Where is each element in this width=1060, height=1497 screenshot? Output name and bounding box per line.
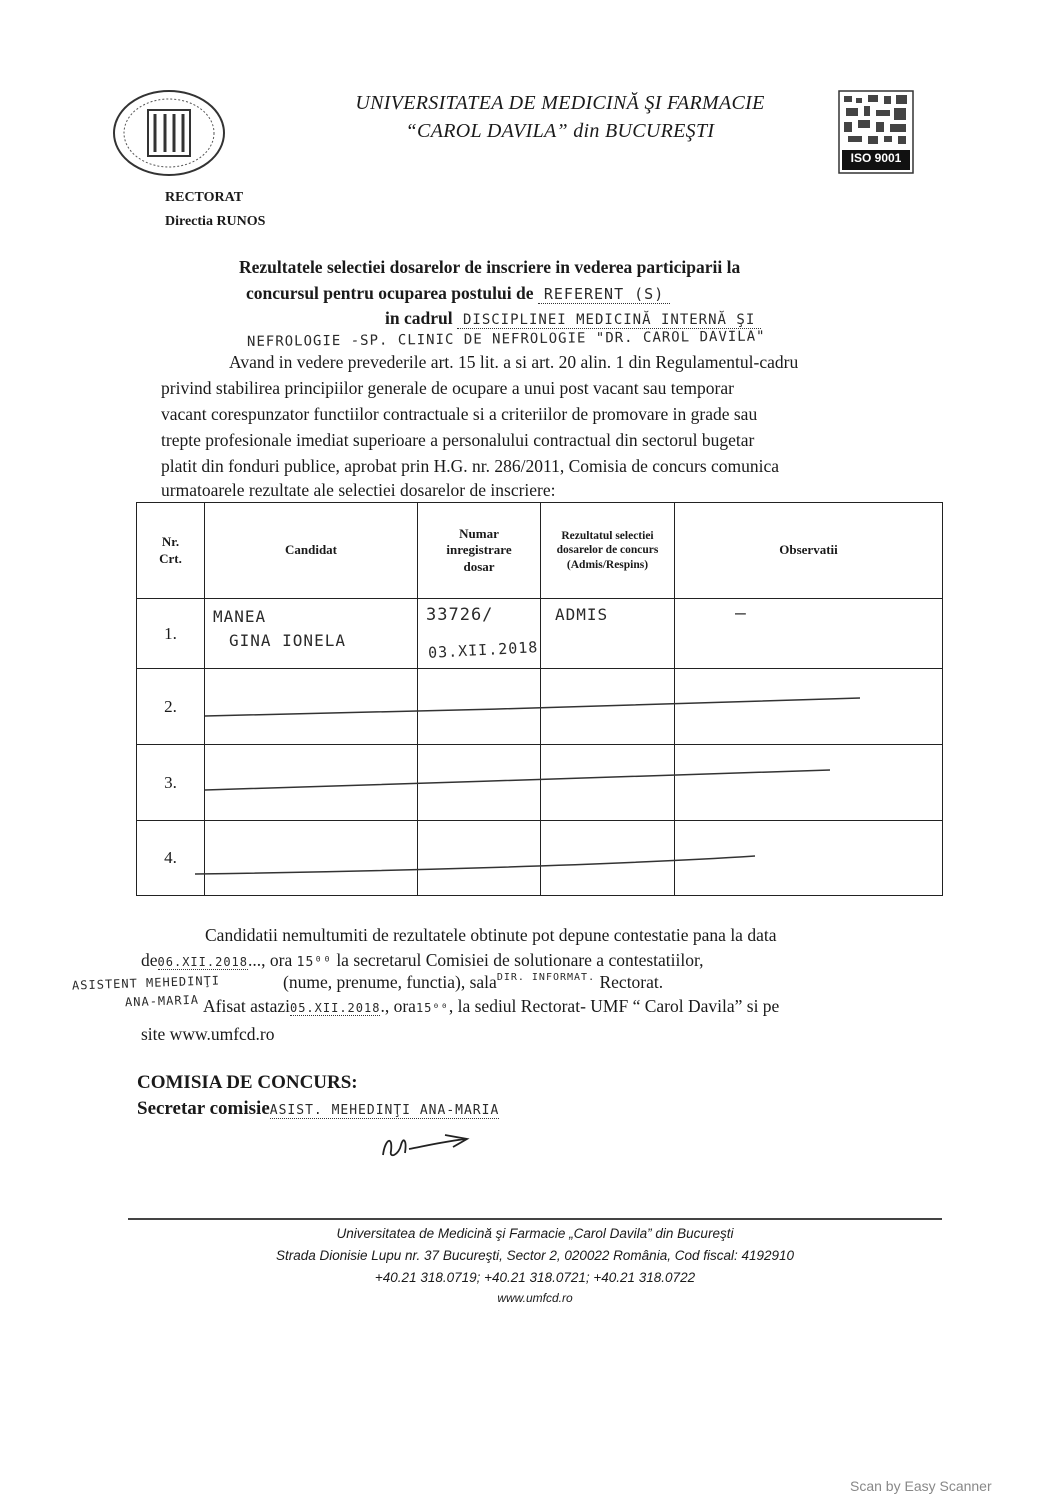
paragraph-line-3: vacant corespunzator functiilor contractuale si a criteriilor de promovare in grade sau [161,404,758,424]
secretary-name-handwritten: ASIST. MEHEDINŢI ANA-MARIA [269,1103,500,1118]
contest-line-5: site www.umfcd.ro [141,1024,275,1044]
row-number: 1. [137,599,205,669]
posted-location-text: , la sediul Rectorat- UMF “ Carol Davila” si pe [448,996,780,1016]
iso-label: ISO 9001 [850,151,902,165]
footer-divider [128,1218,942,1220]
contest-line-3 [283,972,663,993]
secretary-label: Secretar comisie [137,1098,270,1119]
contest-secretary-text: la secretarul Comisiei de solutionare a contestatiilor, [336,950,704,970]
discipline-handwritten: DISCIPLINEI MEDICINĂ INTERNĂ ŞI [457,312,761,329]
post-name-handwritten: REFERENT (S) [538,285,670,304]
contest-function-label: (nume, prenume, functia), sala [283,972,497,992]
paragraph-line-2: privind stabilirea principiilor generale de ocupare a unui post vacant sau temporar [161,378,734,398]
posted-ora-label: ., ora [380,996,416,1016]
candidate-given-names: GINA IONELA [229,631,346,650]
footer-line-3: +40.21 318.0719; +40.21 318.0721; +40.21 318.0722 [374,1270,696,1285]
contest-deadline-date: 06.XII.2018 [157,955,249,969]
posted-label: Afisat astazi [203,996,290,1016]
university-name-line1: UNIVERSITATEA DE MEDICINĂ ŞI FARMACIE [355,92,765,114]
header-candidat: Candidat [205,503,418,599]
secretary-signature [375,1125,475,1165]
title-line2-label: concursul pentru ocuparea postului de [246,283,534,303]
title-line3-label: in cadrul [385,308,453,328]
header-rezultat: Rezultatul selectiei dosarelor de concurs (Admis/Respins) [541,503,675,599]
row-number: 3. [137,745,205,821]
directia-label: Directia RUNOS [165,214,266,229]
university-name-line2: “CAROL DAVILA” din BUCUREŞTI [405,120,715,142]
row-number: 2. [137,669,205,745]
contest-rectorat-label: Rectorat. [599,972,664,992]
registration-date: 03.XII.2018 [427,638,539,662]
contest-line-2 [141,950,703,971]
contest-de-label: de [141,950,158,970]
candidate-surname: MANEA [213,607,267,626]
discipline-continuation-handwritten: NEFROLOGIE -SP. CLINIC DE NEFROLOGIE "DR. CAROL DAVILA" [246,328,766,350]
posted-date: 05.XII.2018 [289,1001,381,1015]
row-number: 4. [137,821,205,896]
paragraph-line-5: platit din fonduri publice, aprobat prin H.G. nr. 286/2011, Comisia de concurs comunica [161,456,780,476]
scanner-watermark: Scan by Easy Scanner [850,1478,992,1494]
footer-line-1: Universitatea de Medicină şi Farmacie „Carol Davila” din Bucureşti [336,1226,734,1241]
paragraph-line-6: urmatoarele rezultate ale selectiei dosarelor de inscriere: [161,480,556,500]
commission-label: COMISIA DE CONCURS: [137,1072,358,1093]
header-observatii: Observatii [675,503,943,599]
title-line1: Rezultatele selectiei dosarelor de inscriere in vederea participarii la [239,257,741,277]
footer-line-4: www.umfcd.ro [497,1291,573,1305]
contest-ora-label: ..., ora [248,950,293,970]
header-numar: Numar inregistrare dosar [418,503,541,599]
contest-deadline-time: 15⁰⁰ [296,955,332,970]
footer-line-2: Strada Dionisie Lupu nr. 37 Bucureşti, Sector 2, 020022 România, Cod fiscal: 4192910 [275,1248,795,1263]
contest-secretary-given-name-handwritten: ANA-MARIA [124,992,200,1010]
selection-result: ADMIS [555,605,609,624]
registration-number: 33726/ [426,605,494,625]
contest-line-1: Candidatii nemultumiti de rezultatele obtinute pot depune contestatie pana la data [205,925,777,945]
posted-time: 15⁰⁰ [415,1001,449,1015]
paragraph-line-4: trepte profesionale imediat superioare a personalului contractual din sectorul bugetar [161,430,755,450]
secretary-line [137,1098,499,1120]
contest-room-handwritten: DIR. INFORMAT. [496,972,596,983]
header-nr: Nr. Crt. [137,503,205,599]
paragraph-line-1: Avand in vedere prevederile art. 15 lit. a si art. 20 alin. 1 din Regulamentul-cadru [229,352,799,372]
contest-line-4 [203,996,779,1017]
observations-value: — [735,603,747,624]
contest-secretary-name-handwritten: ASISTENT MEHEDINŢI [71,973,221,993]
rectorat-label: RECTORAT [165,190,244,205]
